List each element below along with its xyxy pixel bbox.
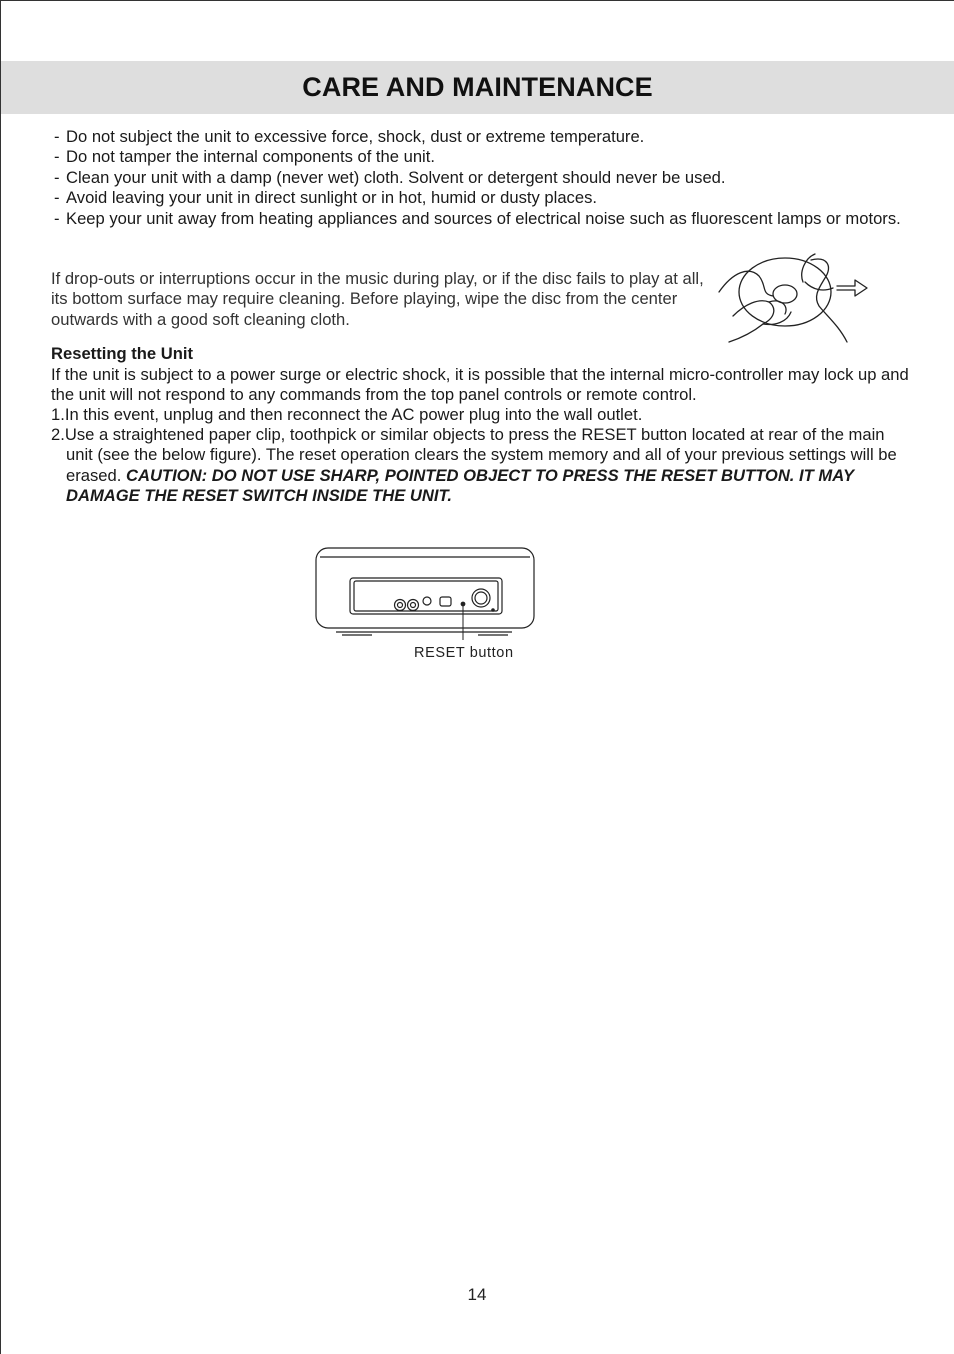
jack-icon — [395, 600, 406, 611]
page-border-top — [0, 0, 954, 1]
caution-text: CAUTION: DO NOT USE SHARP, POINTED OBJECT TO PRESS THE RESET BUTTON. IT MAY DAMAGE THE RESET SWITCH INSIDE THE UNIT. — [66, 465, 854, 506]
unit-rear-illustration — [312, 540, 538, 640]
reset-step-1: 1.In this event, unplug and then reconnect the AC power plug into the wall outlet. — [51, 405, 643, 424]
section-header — [1, 61, 954, 114]
jack-icon — [423, 597, 431, 605]
reset-button-label: RESET button — [414, 645, 514, 661]
reset-button-hole — [461, 602, 465, 606]
care-bullet-list — [51, 127, 911, 229]
disc-wiping-illustration — [715, 252, 873, 347]
rear-panel — [350, 578, 502, 614]
list-item: - Clean your unit with a damp (never wet) cloth. Solvent or detergent should never be used. — [54, 167, 726, 187]
reset-step-2: 2.Use a straightened paper clip, toothpick or similar objects to press the RESET button located at rear of the main unit (see the below figure). The reset operation clears the system memory and all of your previous settings will be erased. CAUTION: DO NOT USE SHARP, POINTED OBJECT TO PRESS THE RESET BUTTON. IT MAY DAMAGE THE RESET SWITCH INSIDE THE UNIT. — [51, 425, 897, 506]
page-number: 14 — [467, 1285, 487, 1304]
list-item: - Do not tamper the internal components of the unit. — [54, 147, 435, 167]
port-icon — [440, 597, 451, 606]
list-item: - Keep your unit away from heating appliances and sources of electrical noise such as fluorescent lamps or motors. — [54, 208, 901, 228]
jack-icon — [408, 600, 419, 611]
page-title: CARE AND MAINTENANCE — [302, 72, 653, 102]
arrow-right-icon — [837, 280, 867, 296]
reset-body: If the unit is subject to a power surge or electric shock, it is possible that the internal micro-controller may lock up and the unit will not respond to any commands from the top panel controls or remote control. — [51, 365, 909, 405]
page-border-left — [0, 0, 1, 1354]
disc-cleaning-paragraph: If drop-outs or interruptions occur in the music during play, or if the disc fails to play at all, its bottom surface may require cleaning. Before playing, wipe the disc from the center outwards with a good soft cleaning cloth. — [51, 269, 704, 329]
list-item: - Do not subject the unit to excessive force, shock, dust or extreme temperature. — [54, 127, 645, 146]
reset-heading: Resetting the Unit — [51, 344, 193, 363]
unit-body — [316, 548, 534, 628]
list-item: - Avoid leaving your unit in direct sunlight or in hot, humid or dusty places. — [54, 188, 597, 208]
